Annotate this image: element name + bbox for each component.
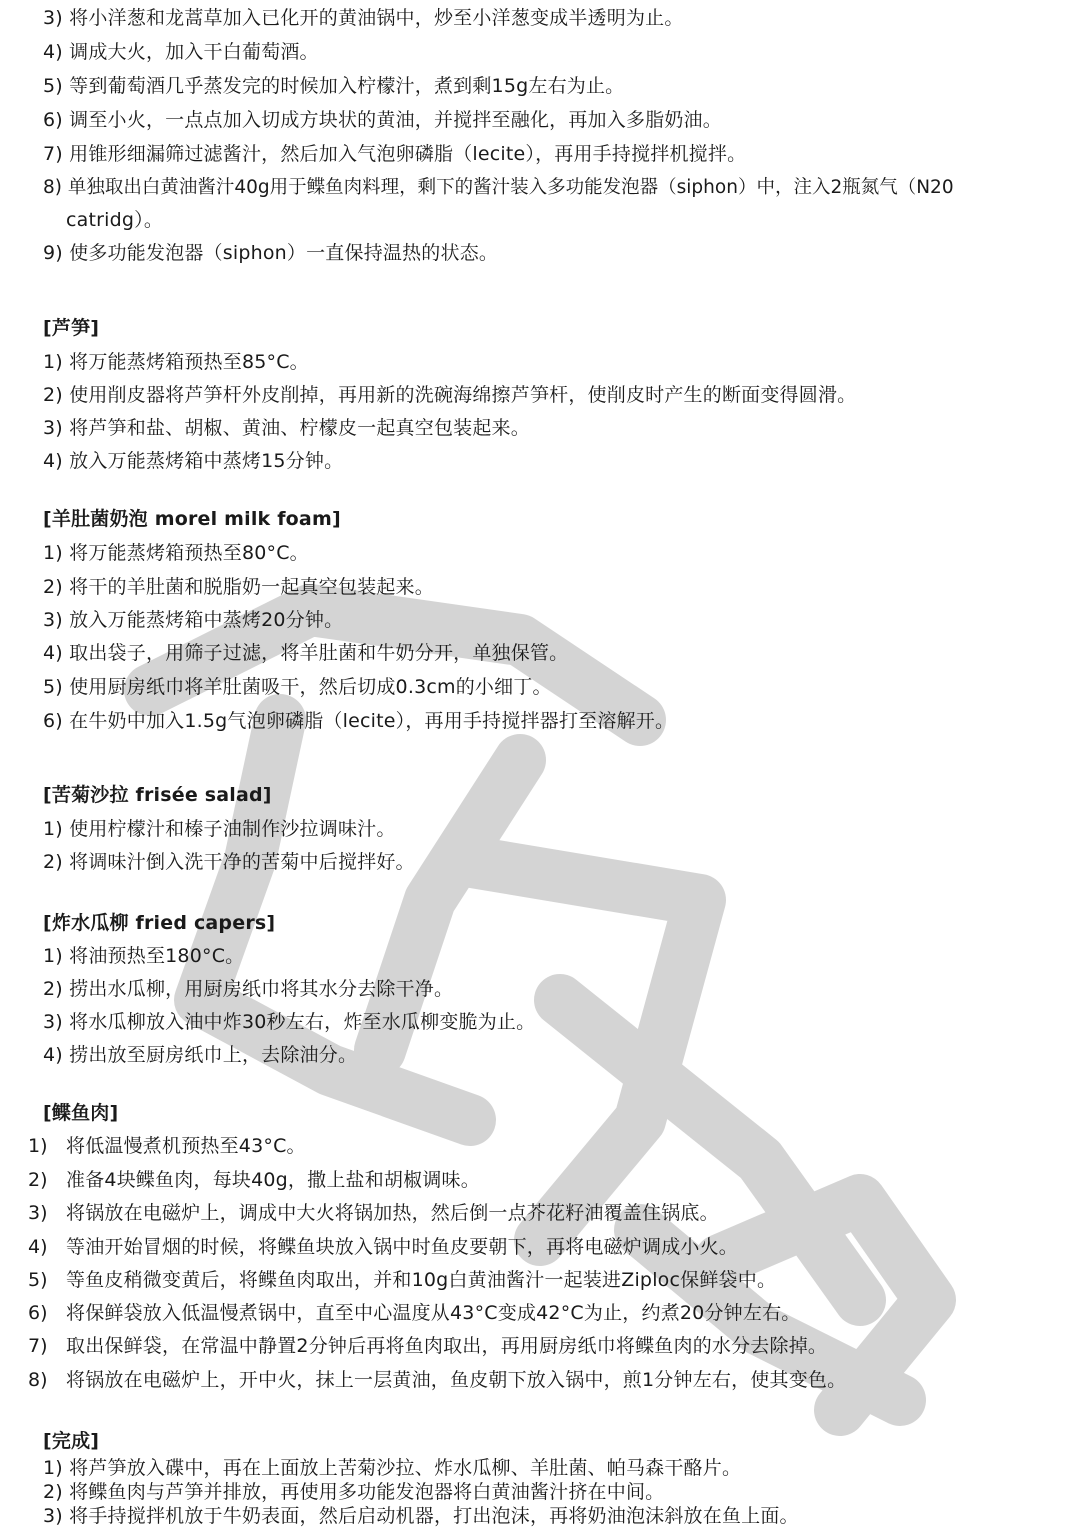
morel-step: 1) 将万能蒸烤箱预热至80°C。 — [43, 542, 309, 564]
morel-step: 4) 取出袋子，用筛子过滤，将羊肚菌和牛奶分开，单独保管。 — [43, 642, 569, 664]
finish-step: 3) 将手持搅拌机放于牛奶表面，然后启动机器，打出泡沫，再将奶油泡沫斜放在鱼上面。 — [43, 1505, 799, 1527]
fish-step-text: 将低温慢煮机预热至43°C。 — [66, 1135, 306, 1157]
fish-step-number: 6) — [28, 1302, 48, 1324]
fish-step-text: 准备4块鲽鱼肉，每块40g，撒上盐和胡椒调味。 — [66, 1169, 480, 1191]
capers-step: 2) 捞出水瓜柳，用厨房纸巾将其水分去除干净。 — [43, 978, 454, 1000]
fish-step-number: 4) — [28, 1236, 48, 1258]
fish-step-text: 等油开始冒烟的时候，将鲽鱼块放入锅中时鱼皮要朝下，再将电磁炉调成小火。 — [66, 1236, 739, 1258]
fish-step-text: 等鱼皮稍微变黄后，将鲽鱼肉取出，并和10g白黄油酱汁一起装进Ziploc保鲜袋中。 — [66, 1269, 777, 1291]
fish-step-number: 7) — [28, 1335, 48, 1357]
intro-step: 6) 调至小火，一点点加入切成方块状的黄油，并搅拌至融化，再加入多脂奶油。 — [43, 109, 722, 131]
fish-step-number: 8) — [28, 1369, 48, 1391]
fish-step-number: 5) — [28, 1269, 48, 1291]
capers-step: 4) 捞出放至厨房纸巾上，去除油分。 — [43, 1044, 358, 1066]
asparagus-step: 4) 放入万能蒸烤箱中蒸烤15分钟。 — [43, 450, 344, 472]
morel-step: 6) 在牛奶中加入1.5g气泡卵磷脂（lecite），再用手持搅拌器打至溶解开。 — [43, 710, 675, 732]
morel-step: 3) 放入万能蒸烤箱中蒸烤20分钟。 — [43, 609, 344, 631]
intro-step: 3) 将小洋葱和龙蒿草加入已化开的黄油锅中，炒至小洋葱变成半透明为止。 — [43, 7, 684, 29]
section-heading-finish: [完成] — [43, 1430, 100, 1452]
asparagus-step: 2) 使用削皮器将芦笋杆外皮削掉，再用新的洗碗海绵擦芦笋杆，使削皮时产生的断面变得圆滑。 — [43, 384, 857, 406]
section-heading-capers: [炸水瓜柳 fried capers] — [43, 912, 276, 934]
frisee-step: 1) 使用柠檬汁和榛子油制作沙拉调味汁。 — [43, 818, 396, 840]
fish-step-text: 将锅放在电磁炉上，开中火，抹上一层黄油，鱼皮朝下放入锅中，煎1分钟左右，使其变色。 — [66, 1369, 847, 1391]
intro-step: 8) 单独取出白黄油酱汁40g用于鲽鱼肉料理，剩下的酱汁装入多功能发泡器（siphon）中，注入2瓶氮气（N20 — [43, 177, 954, 198]
frisee-step: 2) 将调味汁倒入洗干净的苦菊中后搅拌好。 — [43, 851, 415, 873]
fish-step-text: 将锅放在电磁炉上，调成中大火将锅加热，然后倒一点芥花籽油覆盖住锅底。 — [66, 1202, 719, 1224]
morel-step: 2) 将干的羊肚菌和脱脂奶一起真空包装起来。 — [43, 576, 434, 598]
capers-step: 1) 将油预热至180°C。 — [43, 945, 245, 967]
section-heading-fish: [鲽鱼肉] — [43, 1102, 119, 1124]
intro-step: 9) 使多功能发泡器（siphon）一直保持温热的状态。 — [43, 242, 499, 264]
morel-step: 5) 使用厨房纸巾将羊肚菌吸干，然后切成0.3cm的小细丁。 — [43, 676, 552, 698]
intro-step-continuation: catridg）。 — [66, 209, 164, 231]
fish-step-number: 3) — [28, 1202, 48, 1224]
intro-step: 7) 用锥形细漏筛过滤酱汁，然后加入气泡卵磷脂（lecite），再用手持搅拌机搅拌。 — [43, 143, 747, 165]
section-heading-frisee: [苦菊沙拉 frisée salad] — [43, 784, 272, 806]
asparagus-step: 1) 将万能蒸烤箱预热至85°C。 — [43, 351, 309, 373]
fish-step-text: 取出保鲜袋，在常温中静置2分钟后再将鱼肉取出，再用厨房纸巾将鲽鱼肉的水分去除掉。 — [66, 1335, 828, 1357]
section-heading-morel: [羊肚菌奶泡 morel milk foam] — [43, 508, 341, 530]
intro-step: 4) 调成大火，加入干白葡萄酒。 — [43, 41, 319, 63]
section-heading-asparagus: [芦笋] — [43, 317, 100, 339]
finish-step: 1) 将芦笋放入碟中，再在上面放上苦菊沙拉、炸水瓜柳、羊肚菌、帕马森干酪片。 — [43, 1457, 742, 1479]
fish-step-text: 将保鲜袋放入低温慢煮锅中，直至中心温度从43°C变成42°C为止，约煮20分钟左右。 — [66, 1302, 801, 1324]
fish-step-number: 1) — [28, 1135, 48, 1157]
fish-step-number: 2) — [28, 1169, 48, 1191]
asparagus-step: 3) 将芦笋和盐、胡椒、黄油、柠檬皮一起真空包装起来。 — [43, 417, 530, 439]
capers-step: 3) 将水瓜柳放入油中炸30秒左右，炸至水瓜柳变脆为止。 — [43, 1011, 536, 1033]
finish-step: 2) 将鲽鱼肉与芦笋并排放，再使用多功能发泡器将白黄油酱汁挤在中间。 — [43, 1481, 665, 1503]
intro-step: 5) 等到葡萄酒几乎蒸发完的时候加入柠檬汁，煮到剩15g左右为止。 — [43, 75, 625, 97]
